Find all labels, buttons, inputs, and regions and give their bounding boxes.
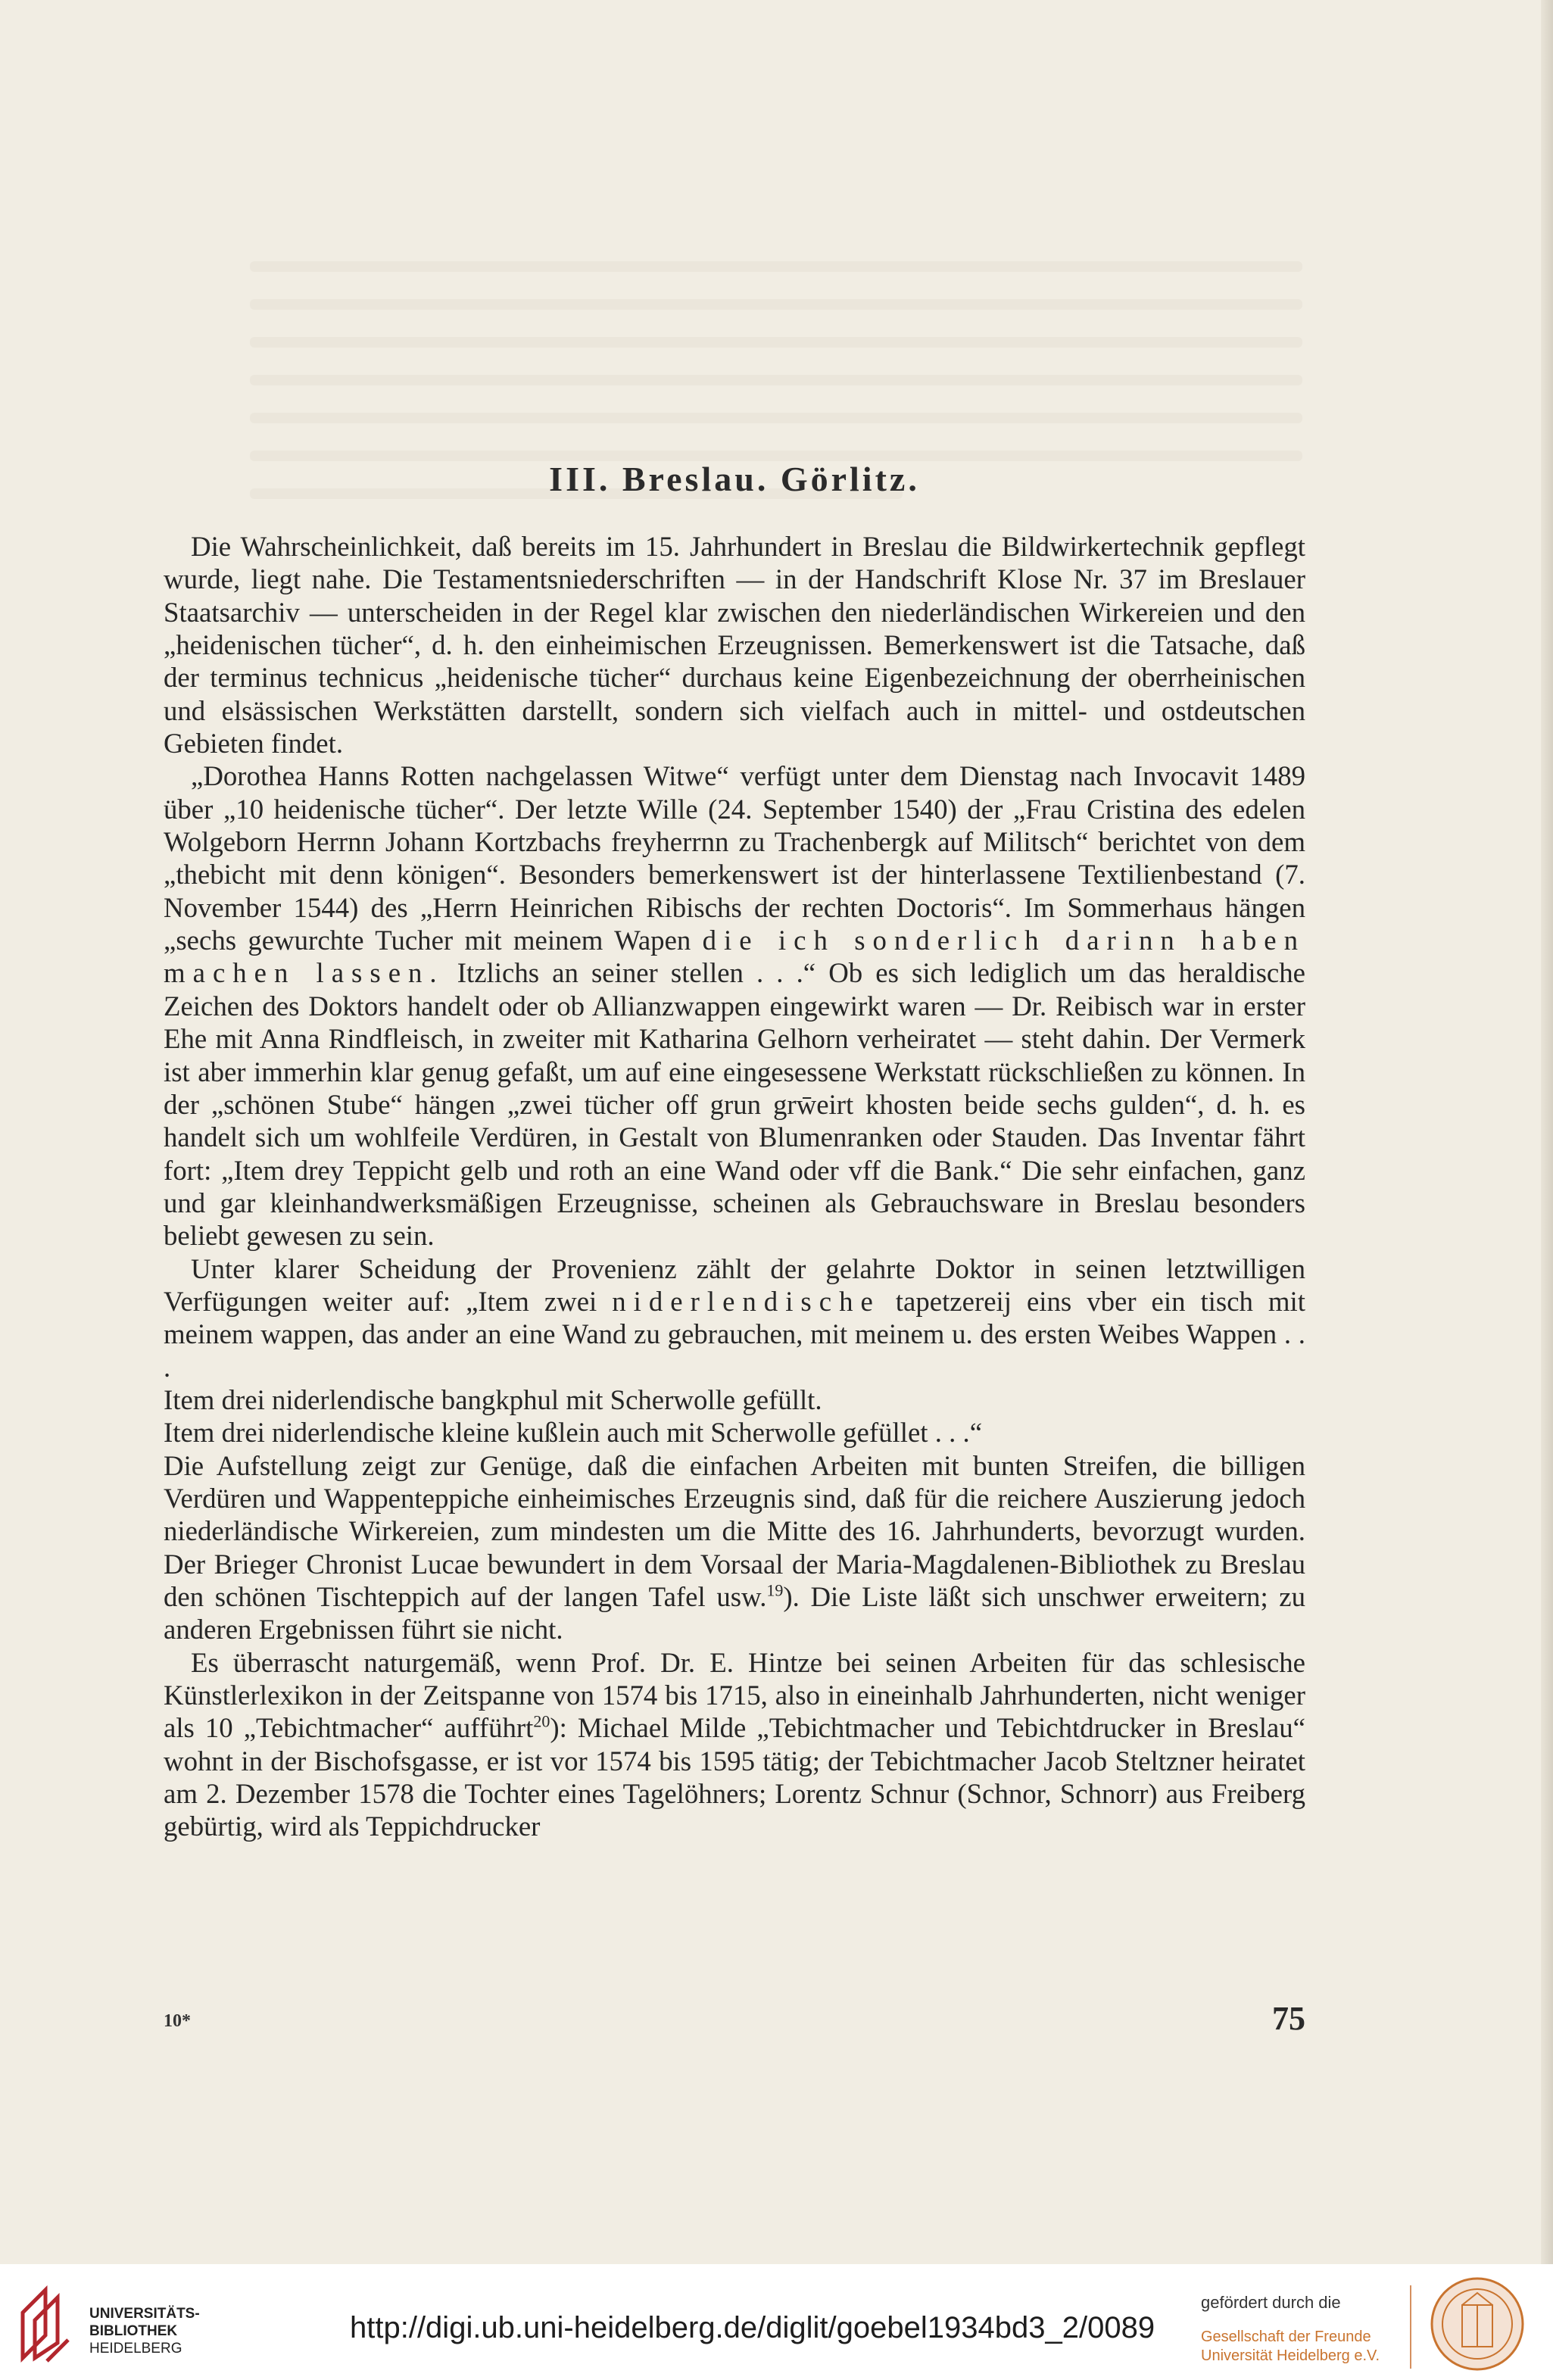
library-name-line3: HEIDELBERG <box>89 2341 182 2357</box>
paragraph-3-part-a: Unter klarer Scheidung der Provenienz zählt der gelahrte Doktor in seinen letztwilligen Verfügungen weiter auf: „Item zwei <box>164 1252 1305 1317</box>
footnote-ref-20: 20 <box>533 1712 550 1732</box>
library-name-line1: UNIVERSITÄTS- <box>89 2306 200 2322</box>
printer-signature: 10* <box>164 2011 191 2031</box>
sponsor-name <box>1201 2328 1380 2366</box>
permalink-url[interactable]: http://digi.ub.uni-heidelberg.de/diglit/goebel1934bd3_2/0089 <box>350 2311 1155 2344</box>
paragraph-4: Item drei niderlendische bangkphul mit Scherwolle gefüllt. <box>164 1383 822 1415</box>
paragraph-7 <box>164 1646 1305 1843</box>
title-part-goerlitz: Görlitz. <box>780 460 920 498</box>
page-edge-shadow <box>1541 0 1553 2264</box>
library-name <box>89 2305 200 2357</box>
paragraph-5: Item drei niderlendische kleine kußlein auch mit Scherwolle gefüllet . . .“ <box>164 1417 983 1449</box>
university-library-logo-icon <box>15 2282 76 2366</box>
title-part-breslau: III. Breslau. <box>549 460 769 498</box>
footnote-ref-19: 19 <box>766 1580 784 1600</box>
paragraph-3 <box>164 1252 1305 1383</box>
sponsor-name-line1: Gesellschaft der Freunde <box>1201 2329 1371 2345</box>
page-number: 75 <box>1272 2000 1305 2037</box>
paragraph-3-spaced: niderlendische <box>612 1285 881 1317</box>
body-text <box>164 530 1305 1843</box>
paragraph-2 <box>164 760 1305 1252</box>
paragraph-2-part-b: Itzlichs an seiner stellen . . .“ Ob es sich lediglich um das heraldische Zeichen des Doktors handelt oder ob Allianzwappen eingewirkt waren — Dr. Reibisch war in erster Ehe mit Anna Rindfleisch, in zweiter mit Katharina Gelhorn verheiratet — steht dahin. Der Vermerk ist aber immerhin klar genug gefaßt, um auf eine eingesessene Werkstatt rückschließen zu können. In der „schönen Stube“ hängen „zwei tücher off grun grw̄eirt khosten beide sechs gulden“, d. h. es handelt sich um wohlfeile Verdüren, in Gestalt von Blumenranken oder Stauden. Das Inventar fährt fort: „Item drey Teppicht gelb und roth an eine Wand oder vff die Bank.“ Die sehr einfachen, ganz und gar kleinhandwerksmäßigen Erzeugnisse, scheinen als Gebrauchsware in Breslau besonders beliebt gewesen zu sein. <box>164 957 1305 1252</box>
sponsor-divider <box>1410 2285 1411 2369</box>
university-seal-icon <box>1428 2275 1526 2373</box>
paragraph-6 <box>164 1449 1305 1646</box>
digitization-footer <box>0 2264 1553 2380</box>
paragraph-1: Die Wahrscheinlichkeit, daß bereits im 15. Jahrhundert in Breslau die Bildwirkertechnik gepflegt wurde, liegt nahe. Die Testamentsniederschriften — in der Handschrift Klose Nr. 37 im Breslauer Staatsarchiv — unterscheiden in der Regel klar zwischen den niederländischen Wirkereien und den „heidenischen tücher“, d. h. den einheimischen Erzeugnissen. Bemerkenswert ist die Tatsache, daß der terminus technicus „heidenische tücher“ durchaus keine Eigenbezeichnung der oberrheinischen und elsässischen Werkstätten darstellt, sondern sich vielfach auch in mittel- und ostdeutschen Gebieten findet. <box>164 531 1305 760</box>
paragraph-6-part-b: ). Die Liste läßt sich unschwer erweitern; zu anderen Ergebnissen führt sie nicht. <box>164 1581 1305 1645</box>
sponsor-intro: gefördert durch die <box>1201 2293 1341 2312</box>
paragraph-7-part-b: ): Michael Milde „Tebichtmacher und Tebichtdrucker in Breslau“ wohnt in der Bischofsgasse, er ist vor 1574 bis 1595 tätig; der Tebichtmacher Jacob Steltzner heiratet am 2. Dezember 1578 die Tochter eines Tagelöhners; Lorentz Schnur (Schnor, Schnorr) aus Freiberg gebürtig, wird als Teppichdrucker <box>164 1712 1305 1842</box>
library-name-line2: BIBLIOTHEK <box>89 2323 178 2339</box>
paragraph-2-spaced: die ich sonderlich darinn haben machen lassen. <box>164 925 1305 989</box>
paragraph-2-part-a: „Dorothea Hanns Rotten nachgelassen Witwe“ verfügt unter dem Dienstag nach Invocavit 1489 über „10 heidenische tücher“. Der letzte Wille (24. September 1540) der „Frau Cristina des edelen Wolgeborn Herrnn Johann Kortzbachs freyherrnn zu Trachenbergk auf Militsch“ berichtet von dem „thebicht mit denn königen“. Besonders bemerkenswert ist der hinterlassene Textilienbestand (7. November 1544) des „Herrn Heinrichen Ribischs der rechten Doctoris“. Im Sommerhaus hängen „sechs gewurchte Tucher mit meinem Wapen <box>164 760 1305 956</box>
paragraph-7-part-a: Es überrascht naturgemäß, wenn Prof. Dr. E. Hintze bei seinen Arbeiten für das schlesische Künstlerlexikon in der Zeitspanne von 1574 bis 1715, also in eineinhalb Jahrhunderten, nicht weniger als 10 „Tebichtmacher“ aufführt <box>164 1646 1305 1744</box>
paragraph-6-part-a: Die Aufstellung zeigt zur Genüge, daß die einfachen Arbeiten mit bunten Streifen, die billigen Verdüren und Wappenteppiche einheimisches Erzeugnis sind, daß für die reichere Auszierung jedoch niederländische Wirkereien, zum mindesten um die Mitte des 16. Jahrhunderts, bevorzugt wurden. Der Brieger Chronist Lucae bewundert in dem Vorsaal der Maria-Magdalenen-Bibliothek zu Breslau den schönen Tischteppich auf der langen Tafel usw. <box>164 1449 1305 1612</box>
paragraph-3-part-b: tapetzereij eins vber ein tisch mit meinem wappen, das ander an eine Wand zu gebrauchen, mit meinem u. des ersten Weibes Wappen . . . <box>164 1285 1305 1383</box>
chapter-title <box>164 459 1305 499</box>
sponsor-name-line2: Universität Heidelberg e.V. <box>1201 2347 1380 2364</box>
